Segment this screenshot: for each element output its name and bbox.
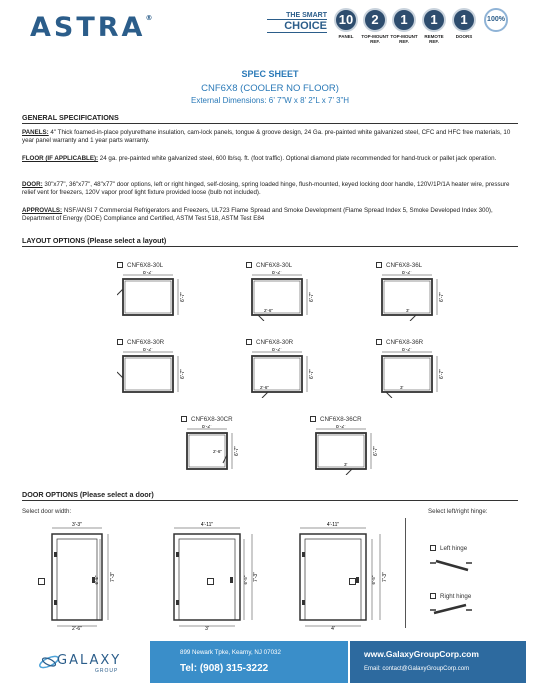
svg-text:2'-6": 2'-6" <box>213 449 222 454</box>
warranty-badge-doors: 1 DOORS <box>450 8 478 39</box>
svg-text:8'-2": 8'-2" <box>336 425 346 430</box>
layout-checkbox[interactable] <box>117 262 123 268</box>
svg-text:7'-3": 7'-3" <box>253 572 259 582</box>
layout-diagram <box>246 348 316 398</box>
door-option-3[interactable] <box>296 522 391 632</box>
svg-text:6'-7": 6'-7" <box>373 446 379 456</box>
svg-text:2'-6": 2'-6" <box>264 308 273 313</box>
approvals-spec: APPROVALS: NSF/ANSI 7 Commercial Refrigerators and Freezers, UL723 Flame Spread and Smoke Development (Flame Spread Index 5, Smoke Developed Index 300), Department of Energy (DOE) Compliance and Certified, ASTM Test 518, ASTM Test E84 <box>22 207 493 223</box>
svg-text:6'-5": 6'-5" <box>94 575 99 585</box>
footer-web <box>350 641 526 683</box>
svg-text:4'-11": 4'-11" <box>200 522 214 528</box>
svg-text:8'-2": 8'-2" <box>202 425 212 430</box>
layout-diagram <box>117 271 187 321</box>
svg-text:2'-6": 2'-6" <box>260 385 269 390</box>
svg-text:8'-2": 8'-2" <box>402 348 412 353</box>
layout-option-1[interactable]: CNF6X8-30L 8'-2" 6'-7" <box>117 262 197 321</box>
layout-checkbox[interactable] <box>376 262 382 268</box>
divider <box>405 518 406 628</box>
general-specs-heading: GENERAL SPECIFICATIONS <box>22 113 518 124</box>
svg-text:8'-2": 8'-2" <box>143 348 153 353</box>
layout-diagram <box>310 425 380 475</box>
svg-text:3': 3' <box>400 385 404 390</box>
svg-text:6'-7": 6'-7" <box>439 369 445 379</box>
door-spec: DOOR: 30"x77", 36"x77", 48"x77" door options, left or right hinged, self-closing, spring loaded hinge, flush-mounted, keyed locking door handle, 120V/1P/1A heater wire, pressure relief vent for freezers, 120V vapor proof light fixture provided loose (bulb not included). <box>22 181 510 197</box>
left-hinge-option[interactable]: Left hinge <box>430 545 467 552</box>
layout-checkbox[interactable] <box>310 416 316 422</box>
email-link[interactable]: Email: contact@GalaxyGroupCorp.com <box>364 666 470 672</box>
svg-text:8'-2": 8'-2" <box>272 271 282 276</box>
layout-diagram <box>376 348 446 398</box>
layout-option-4[interactable]: CNF6X8-30R 8'-2" 6'-7" <box>117 339 197 398</box>
layout-option-7[interactable]: CNF6X8-30CR 8'-2" 2'-6" 6'-7" <box>181 416 261 475</box>
svg-text:8'-2": 8'-2" <box>143 271 153 276</box>
svg-text:6'-7": 6'-7" <box>180 292 186 302</box>
spec-sheet-title: SPEC SHEET <box>241 69 299 79</box>
layout-diagram <box>117 348 187 398</box>
svg-text:6'-5": 6'-5" <box>243 575 248 585</box>
layout-option-2[interactable]: CNF6X8-30L 8'-2" 2'-6" 6'-7" <box>246 262 326 321</box>
astra-logo: ASTRA® <box>30 12 156 43</box>
warranty-badge-topmount: 2 TOP-MOUNT REF. <box>361 8 389 44</box>
footer-contact <box>150 641 348 683</box>
quality-badge: 100% <box>482 8 510 32</box>
model-name: CNF6X8 (COOLER NO FLOOR) <box>201 83 339 94</box>
hinge-label: Select left/right hinge: <box>428 508 488 515</box>
layout-diagram <box>181 425 251 475</box>
floor-spec: FLOOR (IF APPLICABLE): 24 ga. pre-painted white galvanized steel, 600 lb/sq. ft. (foot traffic). Optional diamond plate recommended for hand-truck or pallet jack operation. <box>22 155 497 162</box>
door-width-label: Select door width: <box>22 508 72 515</box>
layout-checkbox[interactable] <box>246 339 252 345</box>
layout-checkbox[interactable] <box>246 262 252 268</box>
right-hinge-checkbox[interactable] <box>430 593 436 599</box>
warranty-badge-panel: 10 PANEL <box>332 8 360 39</box>
layout-checkbox[interactable] <box>376 339 382 345</box>
left-hinge-checkbox[interactable] <box>430 545 436 551</box>
svg-text:6'-7": 6'-7" <box>180 369 186 379</box>
svg-text:8'-2": 8'-2" <box>272 348 282 353</box>
svg-text:6'-5": 6'-5" <box>371 575 376 585</box>
warranty-badge-remote: 1 REMOTE REF. <box>420 8 448 44</box>
right-hinge-diagram <box>430 602 472 618</box>
right-hinge-option[interactable]: Right hinge <box>430 593 471 600</box>
warranty-badge-topmount-2: 1 TOP-MOUNT REF. <box>390 8 418 44</box>
left-hinge-diagram <box>430 557 472 573</box>
layout-checkbox[interactable] <box>181 416 187 422</box>
layout-checkbox[interactable] <box>117 339 123 345</box>
svg-text:3': 3' <box>344 462 348 467</box>
layout-option-3[interactable]: CNF6X8-36L 8'-2" 3' 6'-7" <box>376 262 456 321</box>
svg-text:6'-7": 6'-7" <box>309 369 315 379</box>
layout-option-5[interactable]: CNF6X8-30R 8'-2" 2'-6" 6'-7" <box>246 339 326 398</box>
header <box>0 0 540 62</box>
svg-text:3'-3": 3'-3" <box>72 522 82 528</box>
door-options-heading: DOOR OPTIONS (Please select a door) <box>22 490 518 501</box>
layout-diagram <box>246 271 316 321</box>
svg-text:3': 3' <box>205 626 209 632</box>
smart-choice-logo: THE SMART CHOICE <box>267 12 327 33</box>
svg-text:7'-3": 7'-3" <box>382 572 388 582</box>
layout-option-8[interactable]: CNF6X8-36CR 8'-2" 3' 6'-7" <box>310 416 390 475</box>
address: 899 Newark Tpke, Kearny, NJ 07032 <box>180 649 281 656</box>
door-width-checkbox-1[interactable] <box>38 578 45 585</box>
layout-options-heading: LAYOUT OPTIONS (Please select a layout) <box>22 236 518 247</box>
footer <box>0 641 540 683</box>
svg-text:7'-3": 7'-3" <box>110 572 116 582</box>
external-dimensions: External Dimensions: 6’ 7”W x 8’ 2”L x 7’ 3”H <box>191 96 349 105</box>
svg-text:4': 4' <box>331 626 335 632</box>
galaxy-logo: GALAXY GROUP <box>13 641 150 683</box>
svg-text:6'-7": 6'-7" <box>309 292 315 302</box>
panels-spec: PANELS: 4" Thick foamed-in-place polyurethane insulation, cam-lock panels, tongue & groove design, 24 Ga. pre-painted white galvanized steel, CFC and HFC free materials, 10 year panel warranty and 1 year parts warranty. <box>22 129 511 145</box>
door-option-2[interactable] <box>170 522 260 632</box>
svg-text:6'-7": 6'-7" <box>439 292 445 302</box>
svg-text:4'-11": 4'-11" <box>326 522 340 528</box>
svg-text:6'-7": 6'-7" <box>234 446 240 456</box>
door-option-1[interactable] <box>48 522 118 632</box>
layout-option-6[interactable]: CNF6X8-36R 8'-2" 3' 6'-7" <box>376 339 456 398</box>
svg-text:2'-6": 2'-6" <box>72 626 82 632</box>
svg-text:3': 3' <box>406 308 410 313</box>
svg-text:8'-2": 8'-2" <box>402 271 412 276</box>
phone-number[interactable]: Tel: (908) 315-3222 <box>180 663 269 674</box>
layout-diagram <box>376 271 446 321</box>
website-link[interactable]: www.GalaxyGroupCorp.com <box>364 649 479 659</box>
